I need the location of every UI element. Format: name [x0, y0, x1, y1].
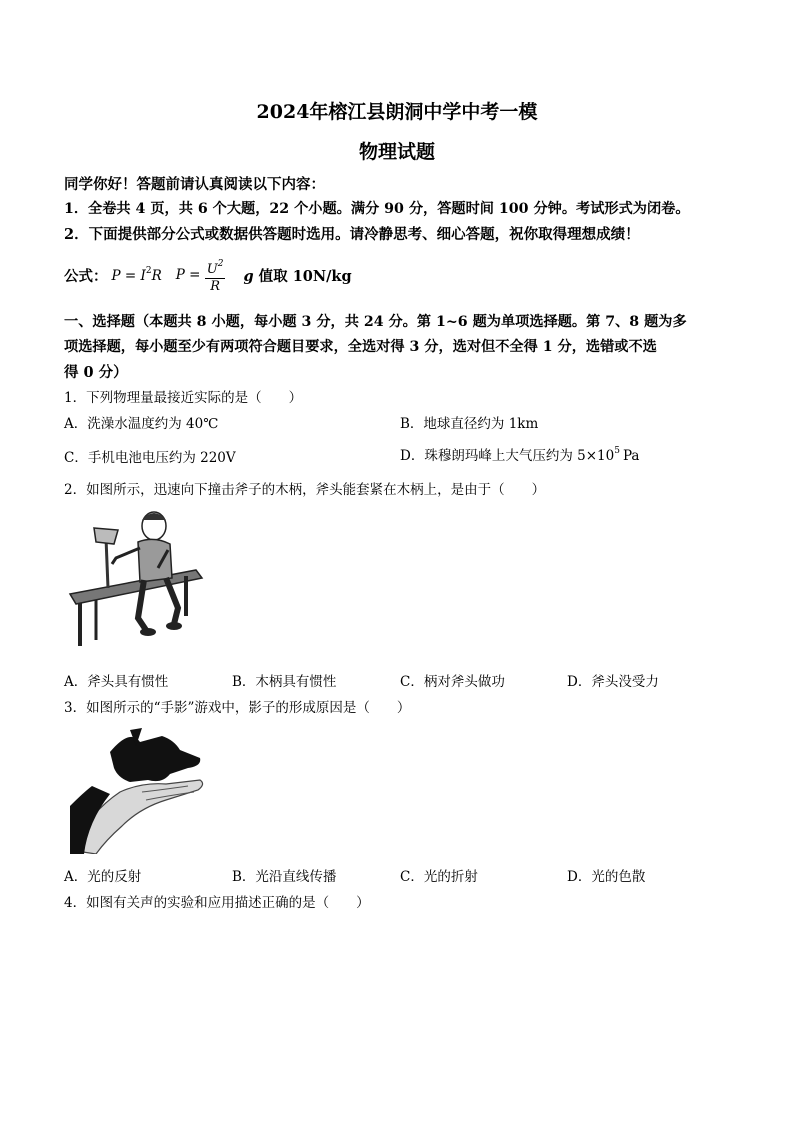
intro-greeting: 同学你好！答题前请认真阅读以下内容： [64, 176, 325, 193]
q3-option-a: A．光的反射 [64, 869, 142, 885]
q3-option-b: B．光沿直线传播 [232, 869, 337, 885]
section1-header-line2: 项选择题，每小题至少有两项符合题目要求，全选对得 3 分，选对但不全得 1 分，选错或不选 [64, 339, 657, 355]
intro-note-2: 2．下面提供部分公式或数据供答题时选用。请冷静思考、细心答题，祝你取得理想成绩！ [64, 226, 640, 243]
q2-stem: 2．如图所示，迅速向下撞击斧子的木柄，斧头能套紧在木柄上，是由于（ ） [64, 482, 546, 498]
q3-option-c: C．光的折射 [400, 869, 478, 885]
formula-gravity: g 值取 10N/kg [243, 267, 352, 285]
intro-note-1: 1．全卷共 4 页，共 6 个大题，22 个小题。满分 90 分，答题时间 100 分钟。考试形式为闭卷。 [64, 201, 690, 217]
q2-option-a: A．斧头具有惯性 [64, 674, 169, 690]
q4-stem: 4．如图有关声的实验和应用描述正确的是（ ） [64, 895, 370, 911]
q1-option-d: D．珠穆朗玛峰上大气压约为 $5\times 10^5$ Pa [400, 446, 640, 464]
q1-option-a: A．洗澡水温度约为 40℃ [64, 416, 219, 432]
formula-line [64, 253, 352, 297]
formula-power-u2r: P = $\frac{U^2}{R}$ [176, 256, 226, 295]
section1-header-line1: 一、选择题（本题共 8 小题，每小题 3 分，共 24 分。第 1~6 题为单项选择题。第 7、8 题为多 [64, 314, 687, 330]
q2-option-b: B．木柄具有惯性 [232, 674, 337, 690]
q3-stem: 3．如图所示的“手影”游戏中，影子的形成原因是（ ） [64, 700, 411, 716]
q2-option-c: C．柄对斧头做功 [400, 674, 505, 690]
hand-shadow-illustration [70, 722, 210, 854]
exam-title: 2024年榕江县朗洞中学中考一模 [256, 101, 538, 123]
section1-header-line3: 得 0 分） [64, 364, 128, 381]
q1-option-b: B．地球直径约为 1km [400, 416, 539, 432]
q2-option-d: D．斧头没受力 [567, 674, 659, 690]
q1-option-c: C．手机电池电压约为 220V [64, 450, 236, 466]
formula-label: 公式： [64, 267, 108, 285]
q3-option-d: D．光的色散 [567, 869, 646, 885]
formula-power-i2r: $P = I^2R$ [111, 266, 162, 284]
q1-stem: 1．下列物理量最接近实际的是（ ） [64, 390, 303, 406]
exam-subtitle: 物理试题 [358, 141, 435, 163]
axe-bench-illustration [66, 508, 206, 650]
